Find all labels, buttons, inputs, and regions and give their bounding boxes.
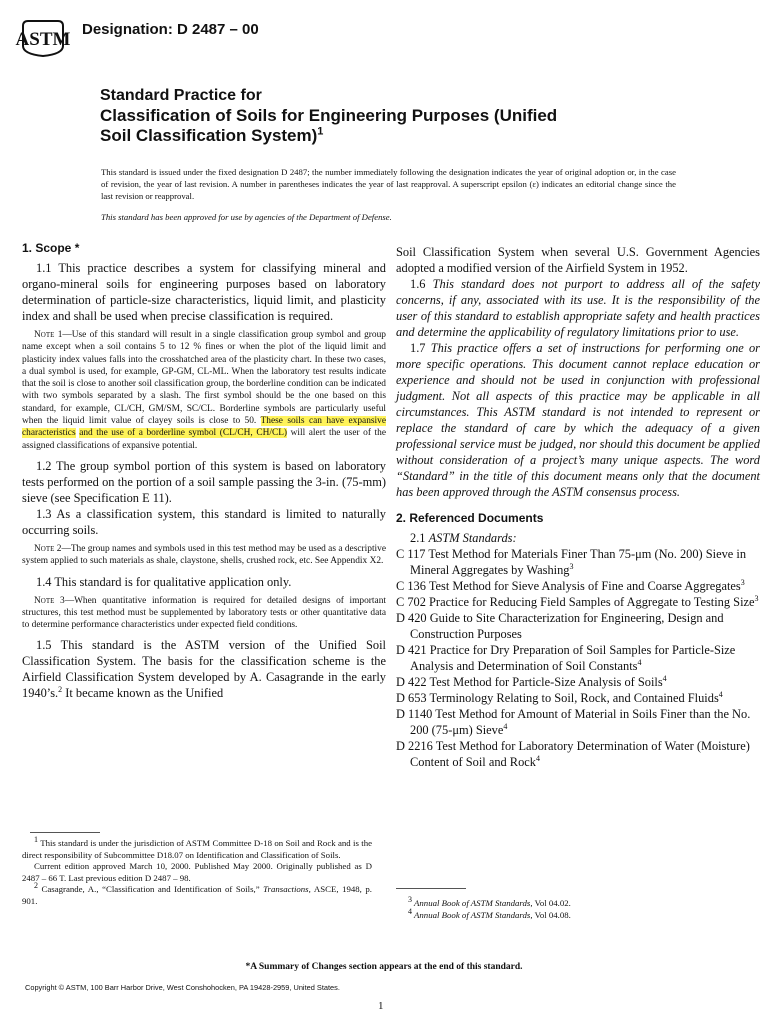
title-line-2: Classification of Soils for Engineering Purposes (Unified	[100, 106, 558, 125]
paragraph-1-3: 1.3 As a classification system, this standard is limited to naturally occurring soils.	[22, 506, 386, 537]
highlighted-text: These soils can have expansive characteristics	[22, 416, 386, 439]
left-column	[22, 240, 386, 701]
footnote-ref: 2	[58, 685, 63, 695]
reference-item: C 136 Test Method for Sieve Analysis of Fine and Coarse Aggregates$^3$	[396, 577, 745, 593]
paragraph-1-2: 1.2 The group symbol portion of this system is based on laboratory tests performed on the portion of a soil sample passing the 3-in. (75-mm) sieve (see Specification E 11).	[22, 458, 386, 505]
note-1: Note 1—Use of this standard will result in a single classification group symbol and group name except when a soil contains 5 to 12 % fines or when the plot of the liquid limit and plasticity index values falls into the crosshatched area of the plasticity chart. In these two cases, a dual symbol is used, for example, GP-GM, CL-ML. When the laboratory test results indicate that the soil is close to another soil classification group, the borderline condition can be indicated with two symbols separated by a slash. The first symbol should be the one based on this standard, for example, CL/CH, GM/SM, SC/CL. Borderline symbols are particularly useful when the liquid limit value of clayey soils is close to 50. These soils can have expansive characteristics and the use of a borderline symbol (CL/CH, CH/CL) will alert the user of the assigned classifications of expansive potential.	[22, 330, 386, 451]
footnote-4: $^4$ Annual Book of ASTM Standards, Vol 04.08.	[408, 906, 571, 920]
paragraph-1-5: 1.5 This standard is the ASTM version of the Unified Soil Classification System. The basis for the classification scheme is the Airfield Classification System developed by A. Casagrande in the early 1940’s.$^2$ It became known as the Unified	[22, 638, 386, 701]
highlighted-text: and the use of a borderline symbol (CL/CH, CH/CL)	[79, 428, 288, 439]
paragraph-1-6: 1.6 This standard does not purport to address all of the safety concerns, if any, associated with its use. It is the responsibility of the user of this standard to establish appropriate safety and health practices and determine the applicability of regulatory limitations prior to use.	[396, 277, 760, 339]
paragraph-1-5-continued: Soil Classification System when several U.S. Government Agencies adopted a modified version of the Airfield System in 1952.	[396, 245, 760, 275]
title-footnote-ref: 1	[317, 125, 324, 138]
dod-approval-note: This standard has been approved for use by agencies of the Department of Defense.	[101, 212, 392, 222]
designation: Designation: D 2487 – 00	[82, 21, 259, 38]
note-label: Note	[34, 543, 55, 554]
footnote-3: $^3$ Annual Book of ASTM Standards, Vol 04.02.	[408, 895, 571, 908]
summary-of-changes-note: *A Summary of Changes section appears at the end of this standard.	[245, 962, 523, 972]
note-3: Note 3—When quantitative information is required for detailed designs of important structures, this test method must be supplemented by laboratory tests or other quantitative data to determine performance characteristics under expected field conditions.	[22, 595, 386, 631]
note-label: Note	[34, 595, 55, 606]
reference-item: D 2216 Test Method for Laboratory Determination of Water (Moisture) Content of Soil and Rock$^4$	[396, 739, 750, 769]
footnotes-right	[396, 895, 746, 921]
right-column	[396, 244, 760, 770]
paragraph-1-4: 1.4 This standard is for qualitative application only.	[36, 574, 292, 589]
reference-item: C 702 Practice for Reducing Field Samples of Aggregate to Testing Size$^3$	[396, 593, 759, 609]
page-number: 1	[378, 1000, 384, 1012]
logo-text: ASTM	[15, 29, 71, 50]
title-line-3: Soil Classification System)	[100, 126, 318, 145]
astm-logo-icon	[15, 18, 71, 58]
paragraph-1-1: 1.1 This practice describes a system for classifying mineral and organo-mineral soils for engineering purposes based on laboratory determination of particle-size characteristics, liquid limit, and plasticity index and shall be used when precise classification is required.	[22, 261, 386, 323]
reference-list	[396, 546, 760, 770]
scope-heading: 1. Scope *	[22, 241, 80, 255]
reference-item: D 422 Test Method for Particle-Size Analysis of Soils$^4$	[396, 673, 667, 689]
footnotes-left	[22, 835, 372, 907]
note-2: Note 2—The group names and symbols used in this test method may be used as a descriptive system applied to such materials as shale, claystone, shells, crushed rock, etc. See Appendix X2.	[22, 543, 386, 567]
footnote-2: $^2$ Casagrande, A., “Classification and Identification of Soils,” Transactions, ASCE, 1948, p. 901.	[22, 881, 372, 906]
title-line-1: Standard Practice for	[100, 87, 262, 104]
referenced-documents-heading: 2. Referenced Documents	[396, 511, 544, 525]
footnote-1: $^1$ This standard is under the jurisdiction of ASTM Committee D-18 on Soil and Rock and is the direct responsibility of Subcommittee D18.07 on Identification and Classification of Soils.	[22, 835, 372, 860]
footnote-divider	[396, 888, 466, 889]
reference-item: D 421 Practice for Dry Preparation of Soil Samples for Particle-Size Analysis and Determination of Soil Constants$^4$	[396, 643, 736, 673]
reference-item: C 117 Test Method for Materials Finer Than 75-μm (No. 200) Sieve in Mineral Aggregates by Washing$^3$	[396, 547, 747, 577]
astm-standards-subheading: 2.1 ASTM Standards:	[410, 531, 517, 545]
note-label: Note	[34, 330, 55, 340]
copyright: Copyright © ASTM, 100 Barr Harbor Drive, West Conshohocken, PA 19428-2959, United States.	[25, 983, 340, 992]
document-title	[100, 86, 700, 146]
paragraph-1-7: 1.7 This practice offers a set of instructions for performing one or more specific operations. This document cannot replace education or experience and should not be used in conjunction with professional judgment. Not all aspects of this practice may be applicable in all circumstances. This ASTM standard is not intended to represent or replace the standard of care by which the adequacy of a given professional service must be judged, nor should this document be applied without consideration of a project’s many unique aspects. The word “Standard” in the title of this document means only that the document has been approved through the ASTM consensus process.	[396, 341, 760, 499]
reference-item: D 1140 Test Method for Amount of Material in Soils Finer than the No. 200 (75-μm) Sieve$^4$	[396, 707, 751, 737]
footnote-1-edition: Current edition approved March 10, 2000. Published May 2000. Originally published as D 2487 – 66 T. Last previous edition D 2487 – 98.	[22, 861, 372, 883]
reference-item: D 653 Terminology Relating to Soil, Rock, and Contained Fluids$^4$	[396, 689, 723, 705]
footnote-divider	[30, 832, 100, 833]
reference-item: D 420 Guide to Site Characterization for Engineering, Design and Construction Purposes	[396, 611, 724, 641]
issuance-statement: This standard is issued under the fixed designation D 2487; the number immediately following the designation indicates the year of original adoption or, in the case of revision, the year of last revision. A number in parentheses indicates the year of last reapproval. A superscript epsilon (ε) indicates an editorial change since the last revision or reapproval.	[101, 167, 676, 201]
